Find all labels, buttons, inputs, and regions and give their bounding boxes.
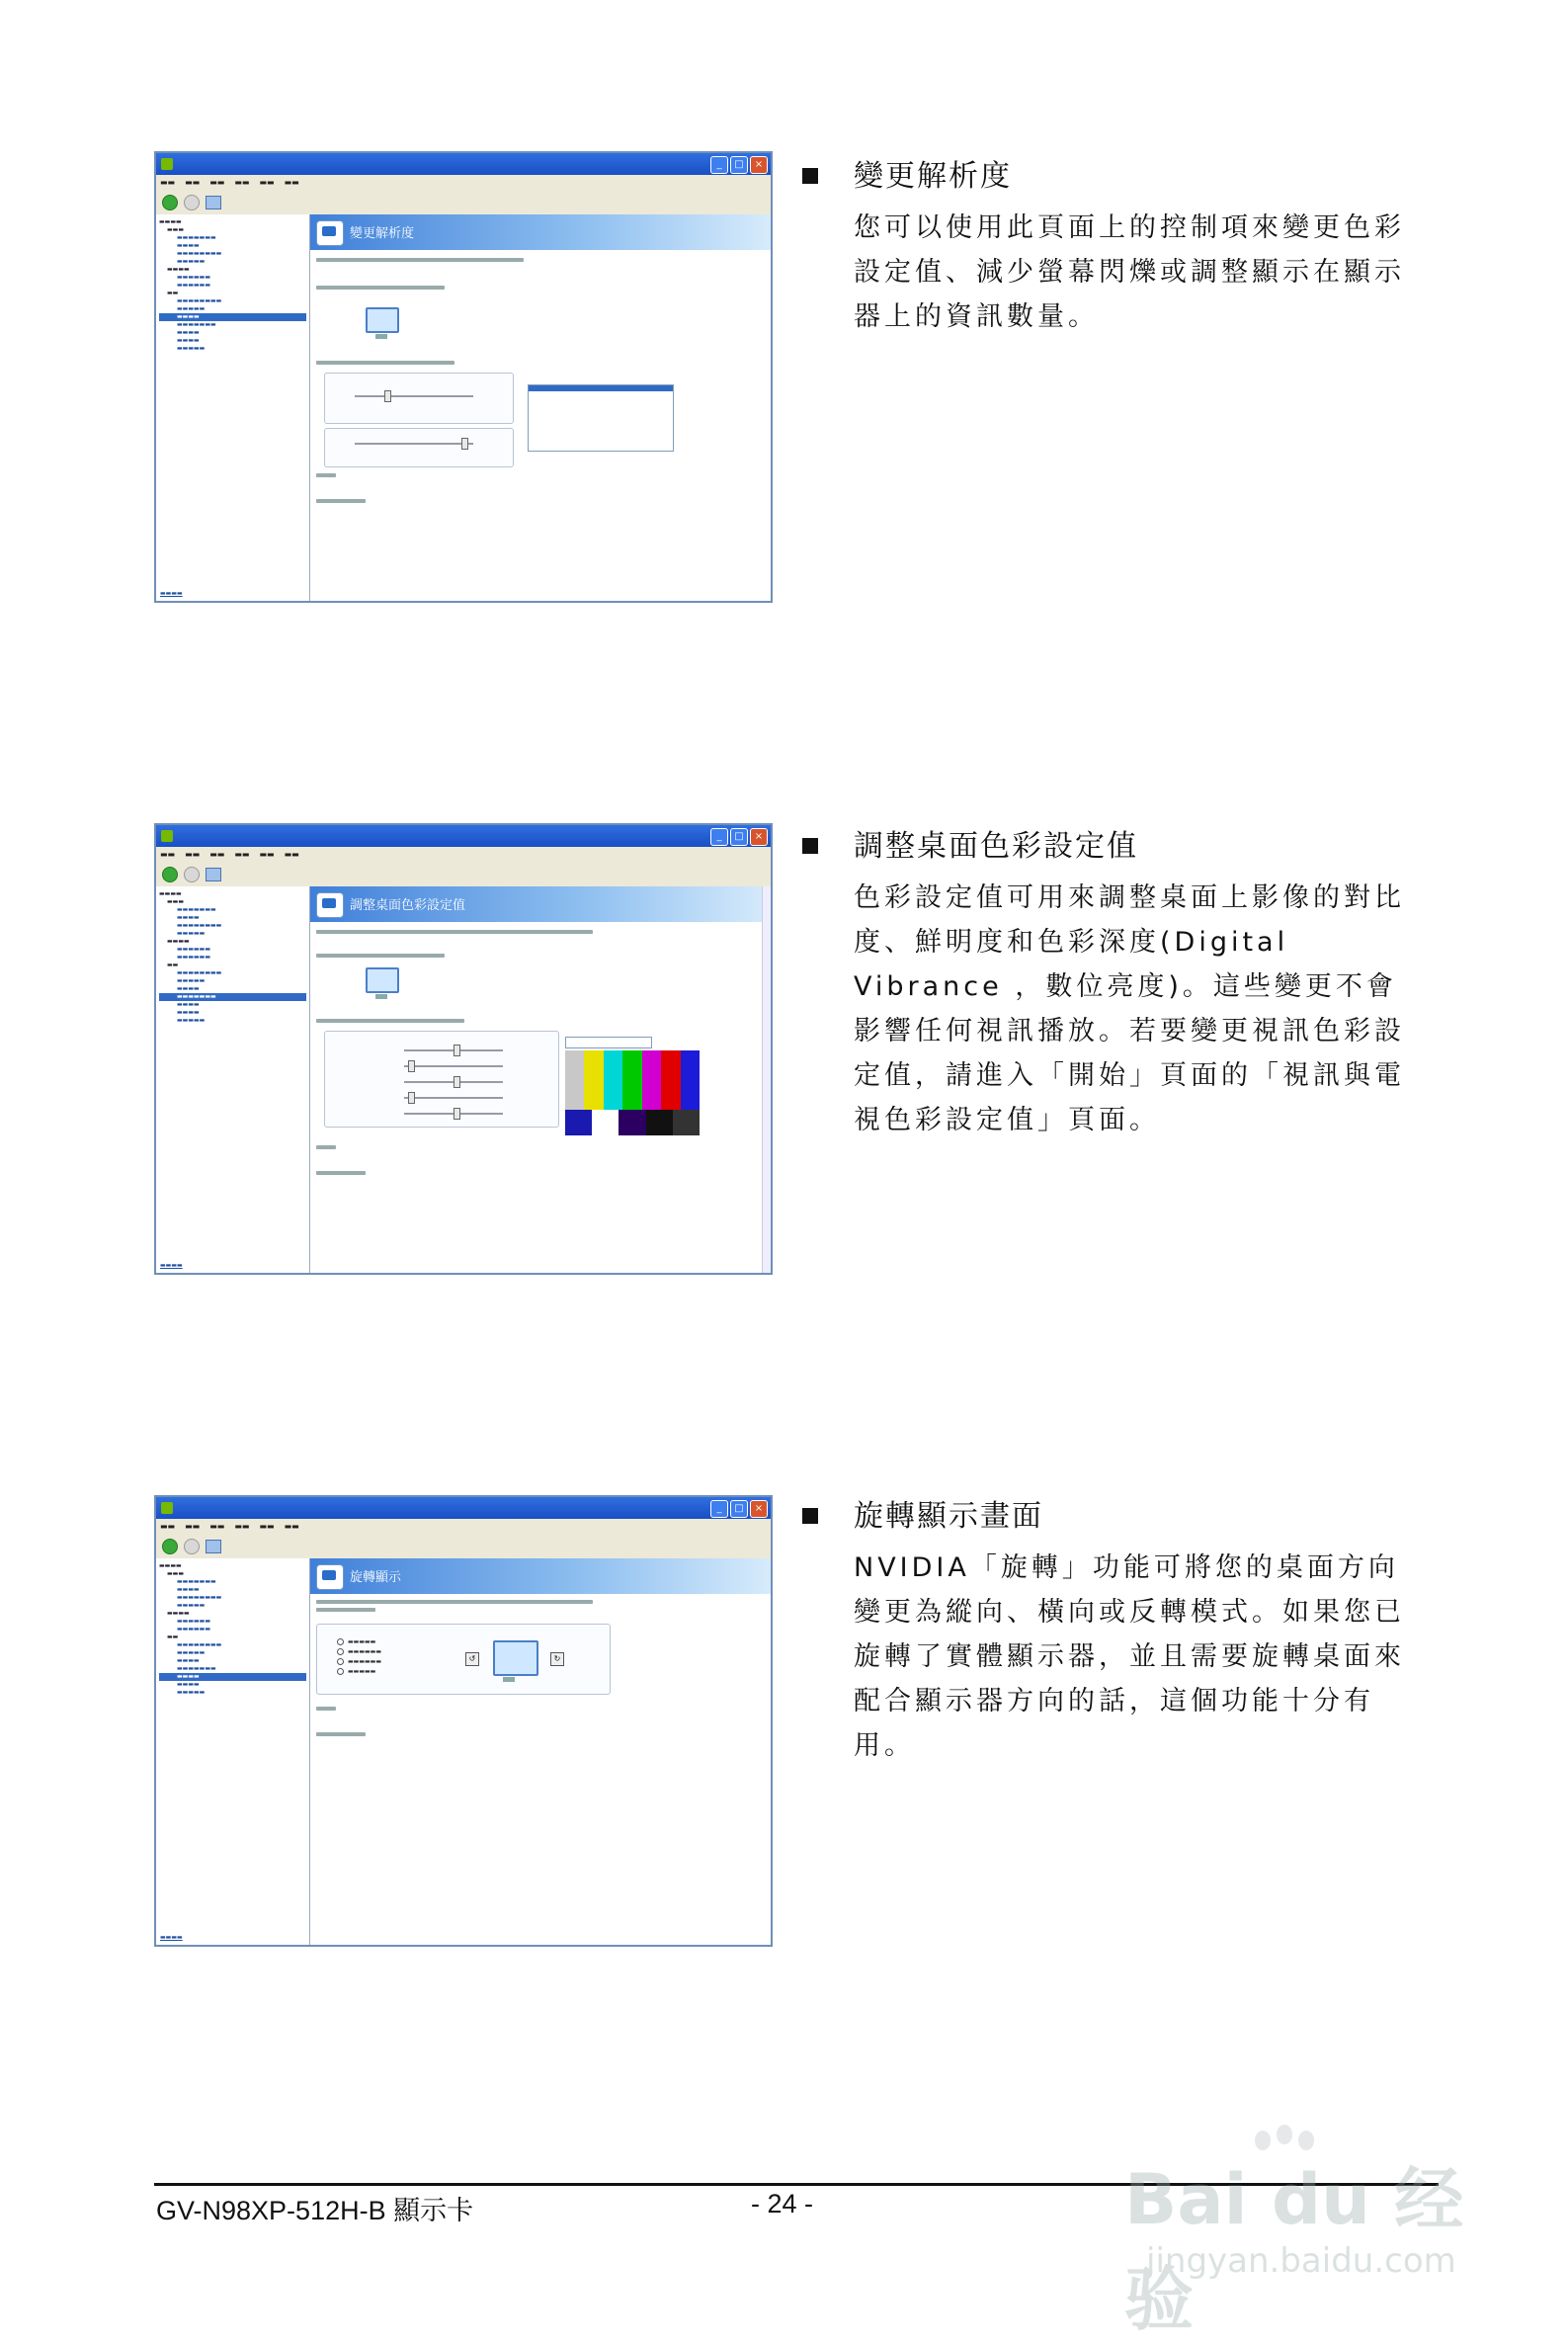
refresh-rate-list — [528, 384, 674, 452]
watermark-url: jingyan.baidu.com — [1146, 2241, 1456, 2281]
color-sliders-group — [324, 1031, 559, 1128]
view-tasks-icon — [206, 868, 221, 881]
toolbar — [156, 191, 771, 215]
window-body — [156, 214, 771, 601]
window-titlebar — [156, 153, 771, 175]
menubar: ▬▬ ▬▬ ▬▬ ▬▬ ▬▬ ▬▬ — [156, 175, 771, 191]
bullet-square-icon — [802, 1508, 818, 1524]
content-panel — [310, 886, 771, 1273]
page-number: - 24 - — [751, 2189, 814, 2218]
close-icon: × — [750, 828, 768, 846]
section-heading: 旋轉顯示畫面 — [854, 1499, 1043, 1534]
baidu-watermark — [1107, 2125, 1482, 2340]
page-banner — [310, 1558, 771, 1594]
window-body — [156, 1558, 771, 1945]
system-info-link: ▬▬▬▬ — [160, 1934, 183, 1941]
color-quality-group — [324, 428, 514, 467]
nvidia-app-icon — [161, 1502, 173, 1514]
rotation-options-group: ▬▬▬▬▬ ▬▬▬▬▬▬ ▬▬▬▬▬▬ ▬▬▬▬▬ ↺ ↻ — [316, 1624, 611, 1695]
view-tasks-icon — [206, 1540, 221, 1553]
color-bars-preview — [565, 1050, 700, 1110]
monitor-preview-icon — [493, 1640, 538, 1676]
page-banner — [310, 886, 771, 922]
display-icon — [316, 220, 344, 246]
display-icon — [316, 892, 344, 918]
back-icon — [162, 1539, 178, 1554]
window-buttons — [710, 1500, 768, 1518]
section-paragraph: NVIDIA「旋轉」功能可將您的桌面方向變更為縱向、橫向或反轉模式。如果您已旋轉了實體顯示器，並且需要旋轉桌面來配合顯示器方向的話，這個功能十分有用。 — [854, 1552, 1405, 1761]
task-tree: ▬▬▬▬ ▬▬▬ ▬▬▬▬▬▬▬ ▬▬▬▬ ▬▬▬▬▬▬▬▬ ▬▬▬▬▬ ▬▬▬▬ ▬▬▬▬▬▬ ▬▬▬▬▬▬ ▬▬ ▬▬▬▬▬▬▬▬ ▬▬▬▬▬ ▬▬▬▬ ▬▬▬▬▬▬▬ ▬▬▬▬ ▬▬▬▬ ▬▬▬▬▬ ▬▬▬▬ — [156, 886, 310, 1273]
window-buttons — [710, 828, 768, 846]
rotate-right-icon: ↻ — [550, 1652, 564, 1666]
vertical-scrollbar — [762, 886, 771, 1273]
task-tree: ▬▬▬▬ ▬▬▬ ▬▬▬▬▬▬▬ ▬▬▬▬ ▬▬▬▬▬▬▬▬ ▬▬▬▬▬ ▬▬▬▬ ▬▬▬▬▬▬ ▬▬▬▬▬▬ ▬▬ ▬▬▬▬▬▬▬▬ ▬▬▬▬▬ ▬▬▬▬ ▬▬▬▬▬▬▬ ▬▬▬▬ ▬▬▬▬ ▬▬▬▬▬ ▬▬▬▬ — [156, 214, 310, 601]
close-icon: × — [750, 156, 768, 174]
system-info-link: ▬▬▬▬ — [160, 590, 183, 597]
screenshot-change-resolution — [154, 151, 773, 603]
maximize-icon: □ — [730, 156, 748, 174]
forward-icon — [184, 1539, 200, 1554]
close-icon: × — [750, 1500, 768, 1518]
forward-icon — [184, 867, 200, 882]
section-paragraph: 您可以使用此頁面上的控制項來變更色彩設定值、減少螢幕閃爍或調整顯示在顯示器上的資訊數量。 — [854, 212, 1405, 332]
screenshot-desktop-color — [154, 823, 773, 1275]
window-buttons — [710, 156, 768, 174]
resolution-group — [324, 373, 514, 424]
bullet-square-icon — [802, 838, 818, 854]
back-icon — [162, 867, 178, 882]
back-icon — [162, 195, 178, 210]
toolbar — [156, 863, 771, 887]
nvidia-app-icon — [161, 158, 173, 170]
maximize-icon: □ — [730, 1500, 748, 1518]
menubar: ▬▬ ▬▬ ▬▬ ▬▬ ▬▬ ▬▬ — [156, 1519, 771, 1535]
maximize-icon: □ — [730, 828, 748, 846]
view-tasks-icon — [206, 196, 221, 209]
minimize-icon: _ — [710, 156, 728, 174]
screenshot-rotate-display — [154, 1495, 773, 1947]
rotate-left-icon: ↺ — [465, 1652, 479, 1666]
display-icon — [316, 1564, 344, 1590]
banner-title: 旋轉顯示 — [350, 1570, 402, 1585]
banner-title: 調整桌面色彩設定值 — [350, 898, 466, 913]
banner-title: 變更解析度 — [350, 226, 415, 241]
text-block-1 — [802, 158, 1435, 339]
bullet-square-icon — [802, 168, 818, 184]
text-block-2 — [802, 828, 1435, 1142]
minimize-icon: _ — [710, 1500, 728, 1518]
toolbar — [156, 1535, 771, 1559]
nvidia-app-icon — [161, 830, 173, 842]
section-paragraph: 色彩設定值可用來調整桌面上影像的對比度、鮮明度和色彩深度(Digital Vibrance ，數位亮度)。這些變更不會影響任何視訊播放。若要變更視訊色彩設定值，請進入「開始」頁面的「視訊與電視色彩設定值」頁面。 — [854, 882, 1405, 1135]
menubar: ▬▬ ▬▬ ▬▬ ▬▬ ▬▬ ▬▬ — [156, 847, 771, 863]
section-heading: 調整桌面色彩設定值 — [854, 829, 1138, 864]
window-titlebar — [156, 1497, 771, 1519]
page-banner — [310, 214, 771, 250]
content-panel — [310, 1558, 771, 1945]
footer-model: GV-N98XP-512H-B 顯示卡 — [156, 2196, 474, 2225]
color-channel-dropdown — [565, 1037, 652, 1048]
task-tree: ▬▬▬▬ ▬▬▬ ▬▬▬▬▬▬▬ ▬▬▬▬ ▬▬▬▬▬▬▬▬ ▬▬▬▬▬ ▬▬▬▬ ▬▬▬▬▬▬ ▬▬▬▬▬▬ ▬▬ ▬▬▬▬▬▬▬▬ ▬▬▬▬▬ ▬▬▬▬ ▬▬▬▬▬▬▬ ▬▬▬▬ ▬▬▬▬ ▬▬▬▬▬ ▬▬▬▬ — [156, 1558, 310, 1945]
watermark-brand: Bai du 经验 — [1124, 2159, 1464, 2340]
content-panel — [310, 214, 771, 601]
system-info-link: ▬▬▬▬ — [160, 1262, 183, 1269]
monitor-icon — [366, 307, 399, 333]
minimize-icon: _ — [710, 828, 728, 846]
section-heading: 變更解析度 — [854, 159, 1012, 194]
forward-icon — [184, 195, 200, 210]
window-titlebar — [156, 825, 771, 847]
text-block-3 — [802, 1498, 1435, 1768]
window-body — [156, 886, 771, 1273]
monitor-icon — [366, 967, 399, 993]
